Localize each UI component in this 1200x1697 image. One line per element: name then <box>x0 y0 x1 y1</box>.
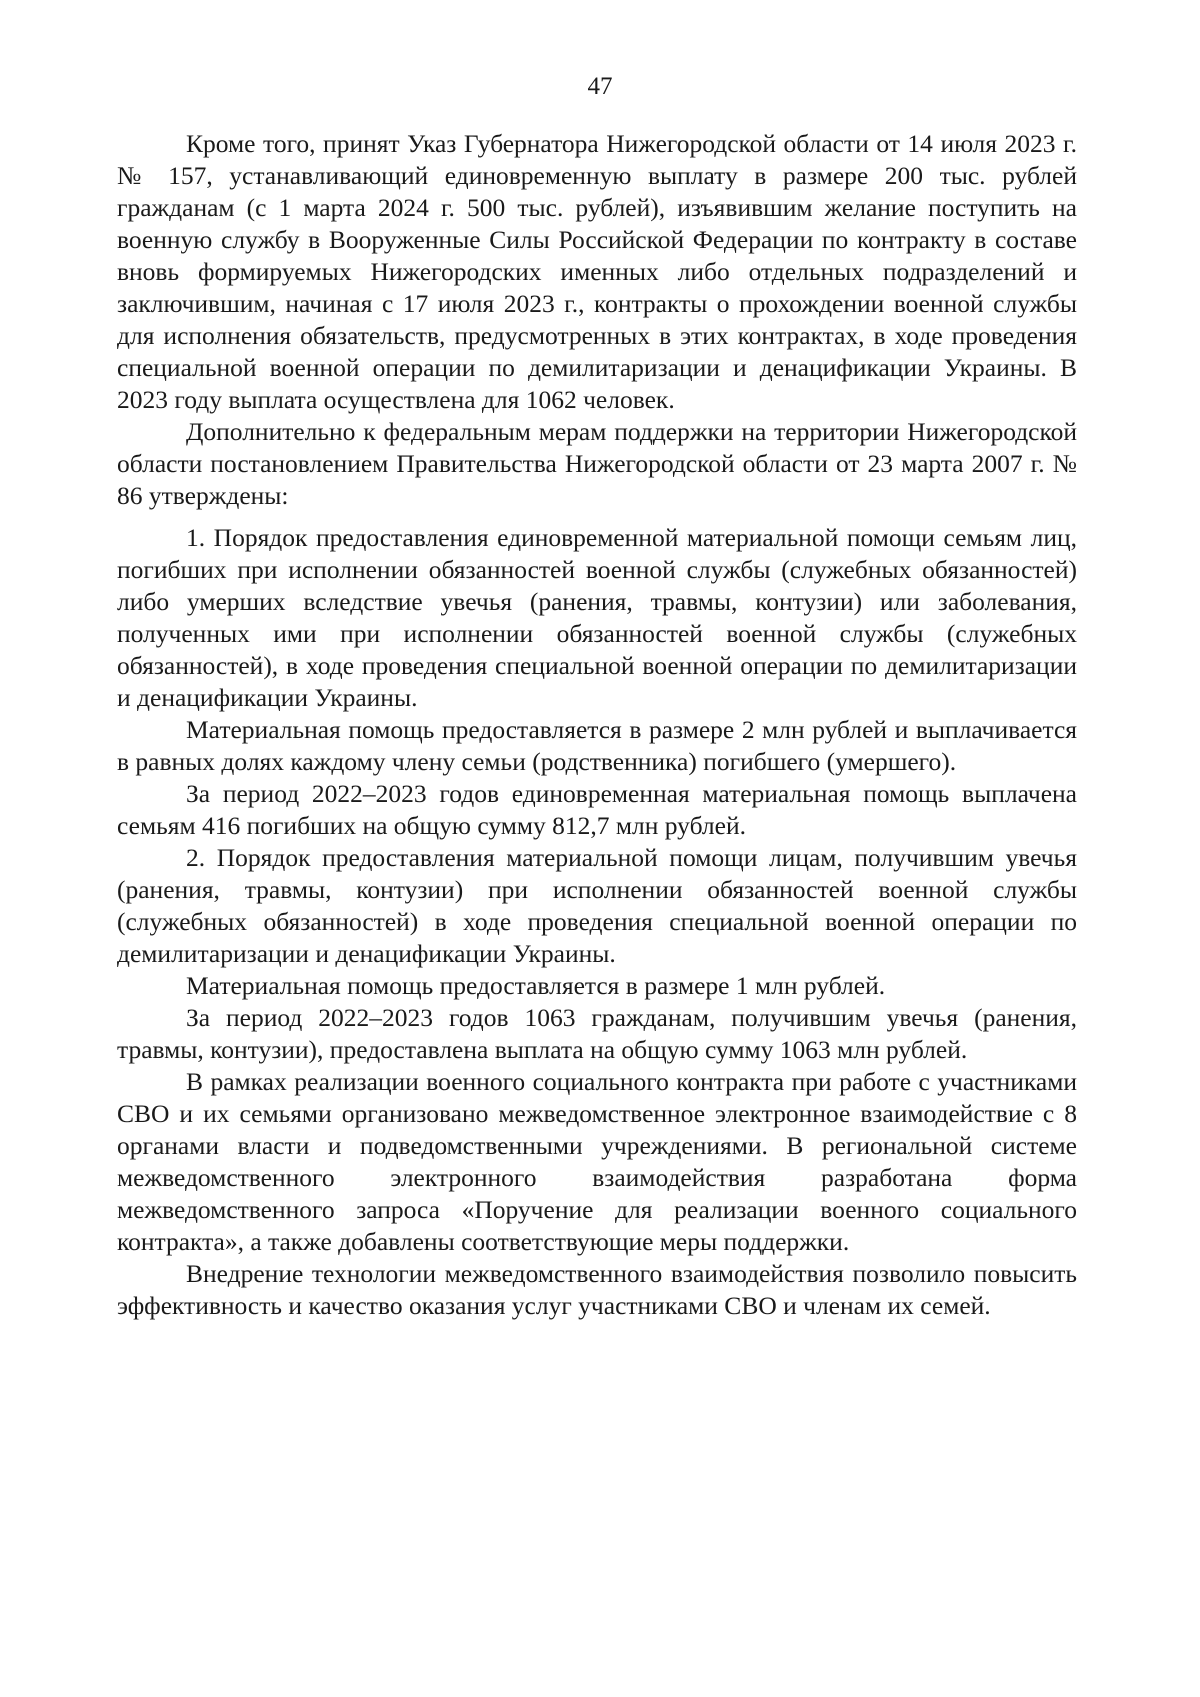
paragraph-additional-measures: Дополнительно к федеральным мерам поддержки на территории Нижегородской области постановлением Правительства Нижегородской области от 23 марта 2007 г. № 86 утверждены: <box>117 417 1077 510</box>
paragraph-aid-paid-injured: За период 2022–2023 годов 1063 гражданам, получившим увечья (ранения, травмы, контузии), предоставлена выплата на общую сумму 1063 млн рублей. <box>117 1003 1077 1064</box>
paragraph-aid-amount-1mln: Материальная помощь предоставляется в размере 1 млн рублей. <box>186 971 886 1000</box>
paragraph-procedure-2: 2. Порядок предоставления материальной помощи лицам, получившим увечья (ранения, травмы, контузии) при исполнении обязанностей военной службы (служебных обязанностей) в ходе проведения специальной военной операции по демилитаризации и денацификации Украины. <box>117 843 1077 968</box>
paragraph-social-contract: В рамках реализации военного социального контракта при работе с участниками СВО и их семьями организовано межведомственное электронное взаимодействие с 8 органами власти и подведомственными учреждениями. В региональной системе межведомственного электронного взаимодействия разработана форма межведомственного запроса «Поручение для реализации военного социального контракта», а также добавлены соответствующие меры поддержки. <box>117 1067 1077 1256</box>
document-body <box>117 128 1077 1322</box>
paragraph-interagency-tech: Внедрение технологии межведомственного взаимодействия позволило повысить эффективность и качество оказания услуг участниками СВО и членам их семей. <box>117 1259 1077 1320</box>
paragraph-aid-amount-2mln: Материальная помощь предоставляется в размере 2 млн рублей и выплачивается в равных долях каждому члену семьи (родственника) погибшего (умершего). <box>117 715 1077 776</box>
paragraph-procedure-1: 1. Порядок предоставления единовременной материальной помощи семьям лиц, погибших при исполнении обязанностей военной службы (служебных обязанностей) либо умерших вследствие увечья (ранения, травмы, контузии) или заболевания, полученных ими при исполнении обязанностей военной службы (служебных обязанностей), в ходе проведения специальной военной операции по демилитаризации и денацификации Украины. <box>117 523 1077 712</box>
page-number: 47 <box>587 73 613 100</box>
paragraph-governor-decree: Кроме того, принят Указ Губернатора Нижегородской области от 14 июля 2023 г. № 157, устанавливающий единовременную выплату в размере 200 тыс. рублей гражданам (с 1 марта 2024 г. 500 тыс. рублей), изъявившим желание поступить на военную службу в Вооруженные Силы Российской Федерации по контракту в составе вновь формируемых Нижегородских именных либо отдельных подразделений и заключившим, начиная с 17 июля 2023 г., контракты о прохождении военной службы для исполнения обязательств, предусмотренных в этих контрактах, в ходе проведения специальной военной операции по демилитаризации и денацификации Украины. В 2023 году выплата осуществлена для 1062 человек. <box>117 129 1077 414</box>
paragraph-aid-paid-families: За период 2022–2023 годов единовременная материальная помощь выплачена семьям 416 погибших на общую сумму 812,7 млн рублей. <box>117 779 1077 840</box>
